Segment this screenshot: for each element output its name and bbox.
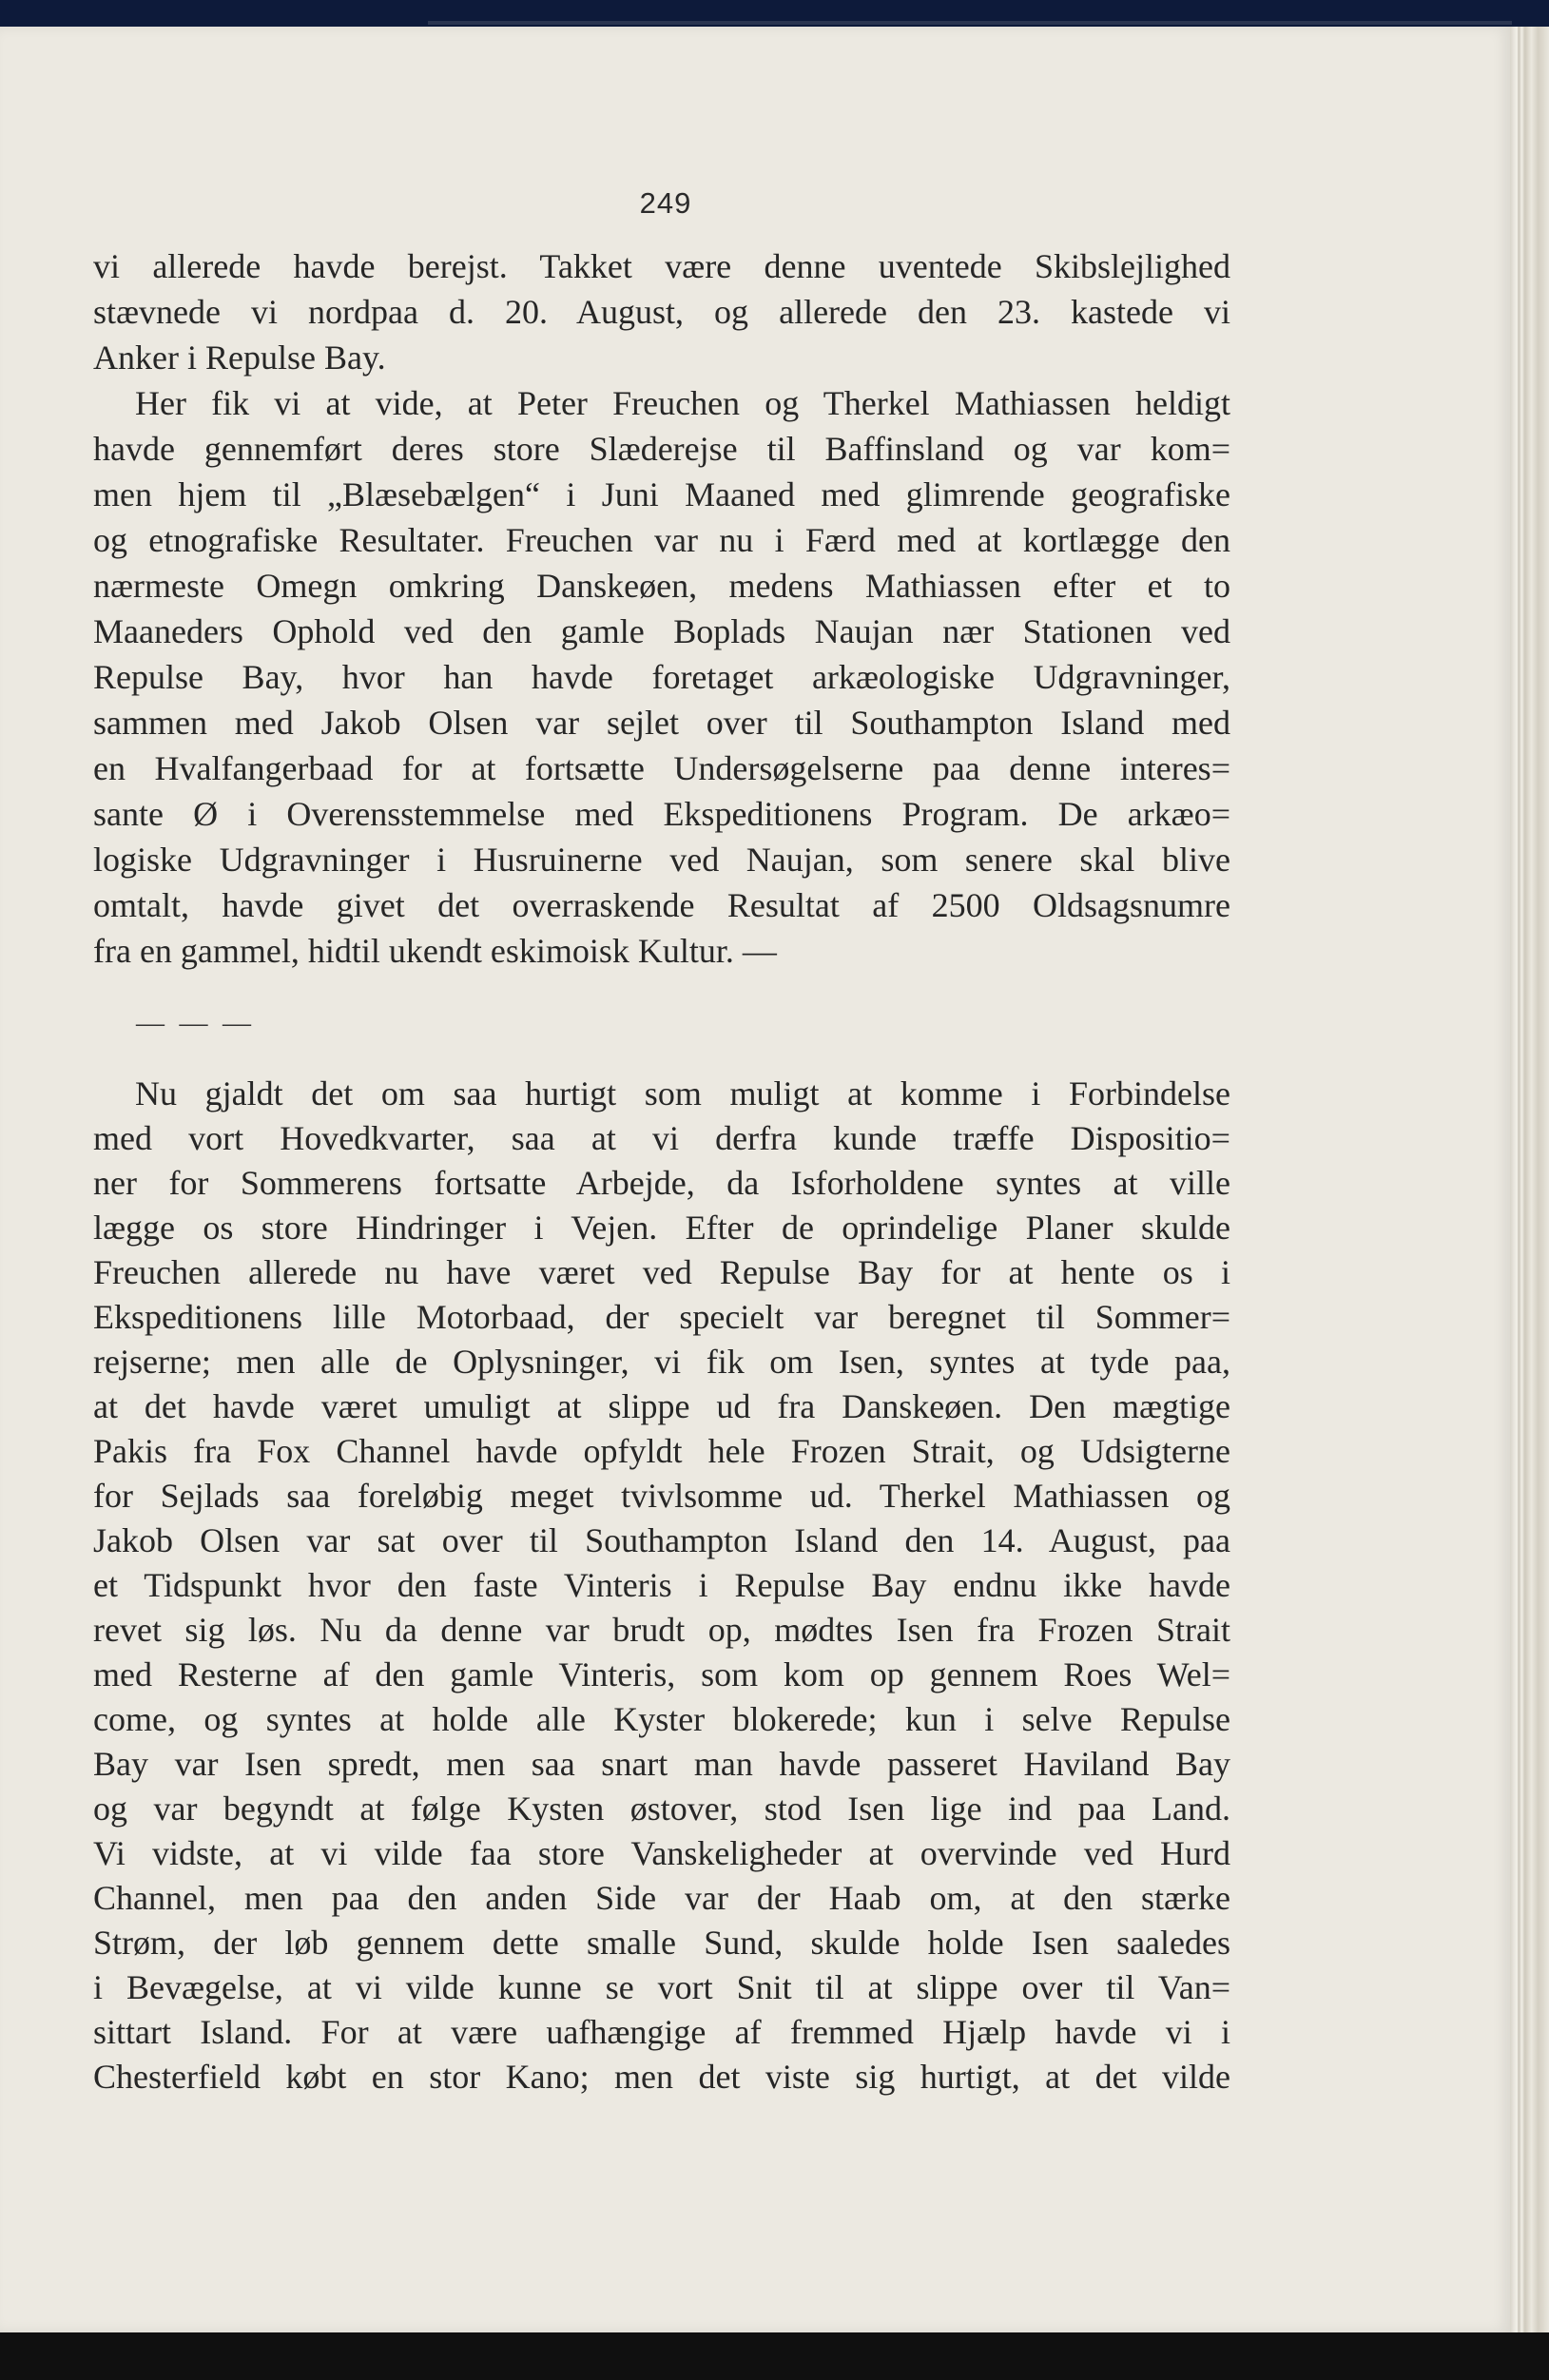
- text-line: lægge os store Hindringer i Vejen. Efter de oprindelige Planer skulde: [93, 1209, 1230, 1247]
- text-line: Maaneders Ophold ved den gamle Boplads Naujan nær Stationen ved: [93, 612, 1230, 650]
- text-line: Anker i Repulse Bay.: [93, 339, 386, 377]
- text-line: Strøm, der løb gennem dette smalle Sund, skulde holde Isen saaledes: [93, 1924, 1230, 1962]
- text-line: come, og syntes at holde alle Kyster blokerede; kun i selve Repulse: [93, 1700, 1230, 1738]
- text-line: Pakis fra Fox Channel havde opfyldt hele Frozen Strait, og Udsigterne: [93, 1432, 1230, 1470]
- scan-bottom-band: [0, 2332, 1549, 2380]
- text-line: revet sig løs. Nu da denne var brudt op, mødtes Isen fra Frozen Strait: [93, 1611, 1230, 1649]
- text-line: omtalt, havde givet det overraskende Resultat af 2500 Oldsagsnumre: [93, 886, 1230, 924]
- text-line: Vi vidste, at vi vilde faa store Vanskeligheder at overvinde ved Hurd: [93, 1834, 1230, 1872]
- text-line: Chesterfield købt en stor Kano; men det viste sig hurtigt, at det vilde: [93, 2058, 1230, 2096]
- text-line: en Hvalfangerbaad for at fortsætte Undersøgelserne paa denne interes=: [93, 749, 1230, 787]
- text-line: at det havde været umuligt at slippe ud fra Danskeøen. Den mægtige: [93, 1387, 1230, 1425]
- text-line: men hjem til „Blæsebælgen“ i Juni Maaned med glimrende geografiske: [93, 475, 1230, 513]
- text-line: rejserne; men alle de Oplysninger, vi fik om Isen, syntes at tyde paa,: [93, 1343, 1230, 1381]
- text-line: Her fik vi at vide, at Peter Freuchen og Therkel Mathiassen heldigt: [135, 384, 1230, 422]
- page-edge: [1510, 27, 1549, 2332]
- text-line: sittart Island. For at være uafhængige af fremmed Hjælp havde vi i: [93, 2013, 1230, 2051]
- text-line: Bay var Isen spredt, men saa snart man havde passeret Haviland Bay: [93, 1745, 1230, 1783]
- text-line: et Tidspunkt hvor den faste Vinteris i Repulse Bay endnu ikke havde: [93, 1566, 1230, 1604]
- text-line: nærmeste Omegn omkring Danskeøen, medens Mathiassen efter et to: [93, 567, 1230, 605]
- text-line: og var begyndt at følge Kysten østover, stod Isen lige ind paa Land.: [93, 1790, 1230, 1828]
- text-line: fra en gammel, hidtil ukendt eskimoisk Kultur. —: [93, 932, 777, 970]
- text-line: logiske Udgravninger i Husruinerne ved Naujan, som senere skal blive: [93, 841, 1230, 879]
- text-line: med vort Hovedkvarter, saa at vi derfra kunde træffe Dispositio=: [93, 1119, 1230, 1157]
- text-line: Ekspeditionens lille Motorbaad, der specielt var beregnet til Sommer=: [93, 1298, 1230, 1336]
- text-line: Repulse Bay, hvor han havde foretaget arkæologiske Udgravninger,: [93, 658, 1230, 696]
- binding-rule: [428, 21, 1512, 25]
- text-line: sante Ø i Overensstemmelse med Ekspeditionens Program. De arkæo=: [93, 795, 1230, 833]
- book-page: [0, 27, 1512, 2332]
- text-line: i Bevægelse, at vi vilde kunne se vort Snit til at slippe over til Van=: [93, 1968, 1230, 2006]
- text-line: Jakob Olsen var sat over til Southampton Island den 14. August, paa: [93, 1521, 1230, 1559]
- text-line: Nu gjaldt det om saa hurtigt som muligt at komme i Forbindelse: [135, 1074, 1230, 1113]
- text-line: stævnede vi nordpaa d. 20. August, og allerede den 23. kastede vi: [93, 293, 1230, 331]
- page-number: 249: [639, 186, 692, 220]
- text-line: sammen med Jakob Olsen var sejlet over til Southampton Island med: [93, 704, 1230, 742]
- text-line: for Sejlads saa foreløbig meget tvivlsomme ud. Therkel Mathiassen og: [93, 1477, 1230, 1515]
- text-line: Channel, men paa den anden Side var der Haab om, at den stærke: [93, 1879, 1230, 1917]
- text-line: og etnografiske Resultater. Freuchen var nu i Færd med at kortlægge den: [93, 521, 1230, 559]
- text-line: med Resterne af den gamle Vinteris, som kom op gennem Roes Wel=: [93, 1655, 1230, 1693]
- text-line: vi allerede havde berejst. Takket være denne uventede Skibslejlighed: [93, 247, 1230, 285]
- text-line: havde gennemført deres store Slæderejse til Baffinsland og var kom=: [93, 430, 1230, 468]
- section-break: — — —: [136, 1007, 255, 1038]
- text-line: ner for Sommerens fortsatte Arbejde, da Isforholdene syntes at ville: [93, 1164, 1230, 1202]
- text-line: Freuchen allerede nu have været ved Repulse Bay for at hente os i: [93, 1253, 1230, 1291]
